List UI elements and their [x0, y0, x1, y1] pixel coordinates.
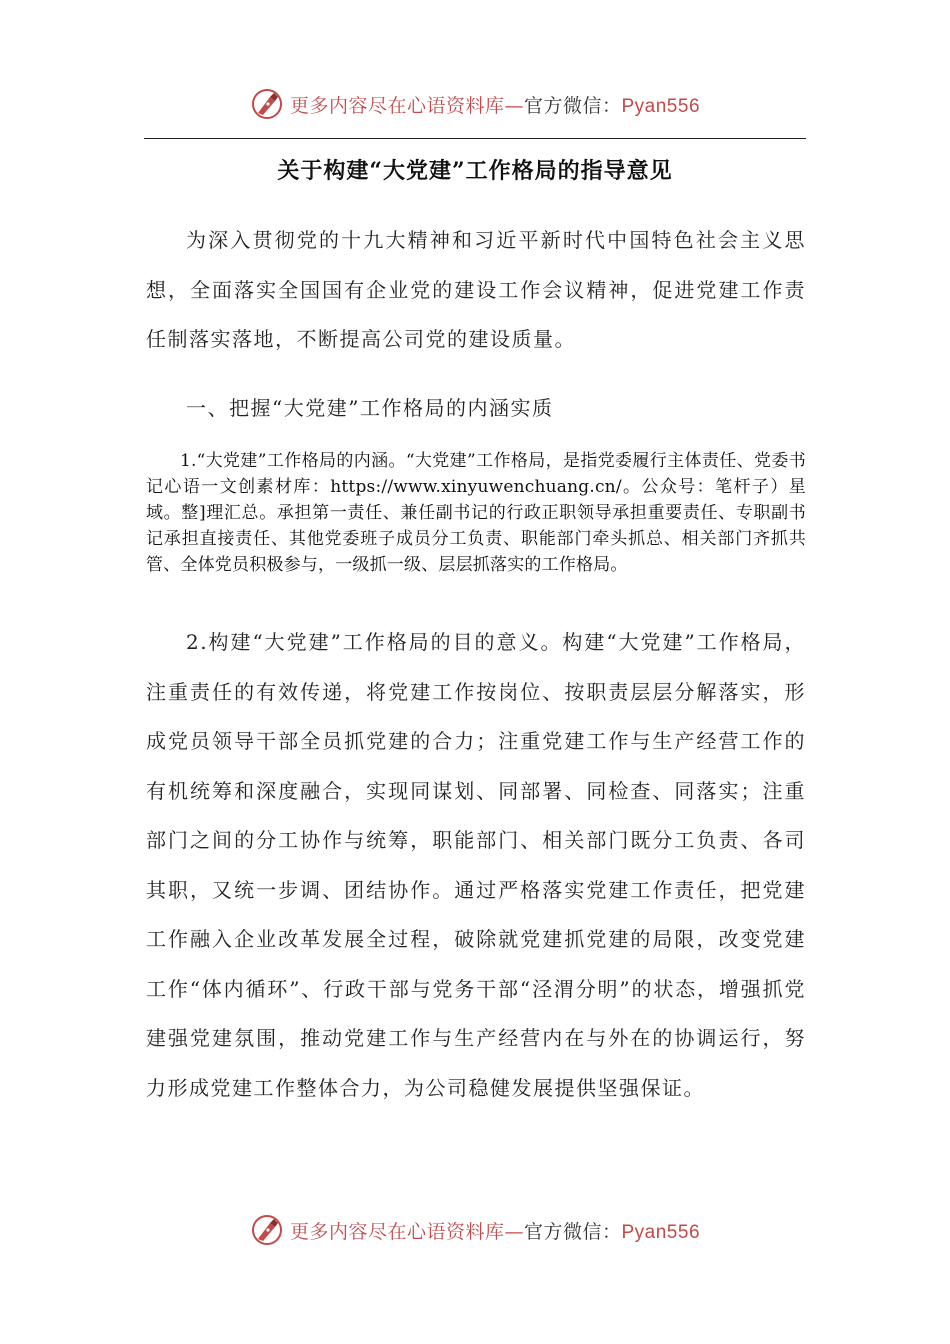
banner-text	[290, 91, 700, 118]
banner-wechat-label: 官方微信：	[523, 94, 622, 117]
banner-main-text: 更多内容尽在心语资料库	[289, 94, 505, 117]
banner-wechat-id: Pyan556	[621, 1221, 701, 1243]
header-banner	[0, 84, 950, 124]
banner-dash: —	[504, 1220, 524, 1243]
footer-banner	[0, 1210, 950, 1250]
item-2-paragraph: 2.构建“大党建”工作格局的目的意义。构建“大党建”工作格局，注重责任的有效传递，将党建工作按岗位、按职责层层分解落实，形成党员领导干部全员抓党建的合力；注重党建工作与生产经营工作的有机统筹和深度融合，实现同谋划、同部署、同检查、同落实；注重部门之间的分工协作与统筹，职能部门、相关部门既分工负责、各司其职，又统一步调、团结协作。通过严格落实党建工作责任，把党建工作融入企业改革发展全过程，破除就党建抓党建的局限，改变党建工作“体内循环”、行政干部与党务干部“泾渭分明”的状态，增强抓党建强党建氛围，推动党建工作与生产经营内在与外在的协调运行，努力形成党建工作整体合力，为公司稳健发展提供坚强保证。	[146, 630, 806, 1100]
pen-nib-logo-icon	[250, 87, 284, 121]
banner-dash: —	[504, 94, 524, 117]
banner-main-text: 更多内容尽在心语资料库	[289, 1220, 505, 1243]
pen-nib-logo-icon	[250, 1213, 284, 1247]
banner-text	[290, 1217, 700, 1244]
document-title: 关于构建“大党建”工作格局的指导意见	[277, 158, 673, 184]
section-heading-1: 一、把握“大党建”工作格局的内涵实质	[186, 396, 554, 420]
banner-wechat-id: Pyan556	[621, 95, 701, 117]
intro-paragraph: 为深入贯彻党的十九大精神和习近平新时代中国特色社会主义思想，全面落实全国国有企业党的建设工作会议精神，促进党建工作责任制落实落地，不断提高公司党的建设质量。	[146, 228, 806, 351]
banner-wechat-label: 官方微信：	[523, 1220, 622, 1243]
header-divider	[144, 138, 806, 139]
item-1-paragraph: 1.“大党建”工作格局的内涵。“大党建”工作格局，是指党委履行主体责任、党委书记心语一文创素材库：https://www.xinyuwenchuang.cn/。公众号：笔杆子）星域。整]理汇总。承担第一责任、兼任副书记的行政正职领导承担重要责任、专职副书记承担直接责任、其他党委班子成员分工负责、职能部门牵头抓总、相关部门齐抓共管、全体党员积极参与，一级抓一级、层层抓落实的工作格局。	[146, 451, 806, 575]
